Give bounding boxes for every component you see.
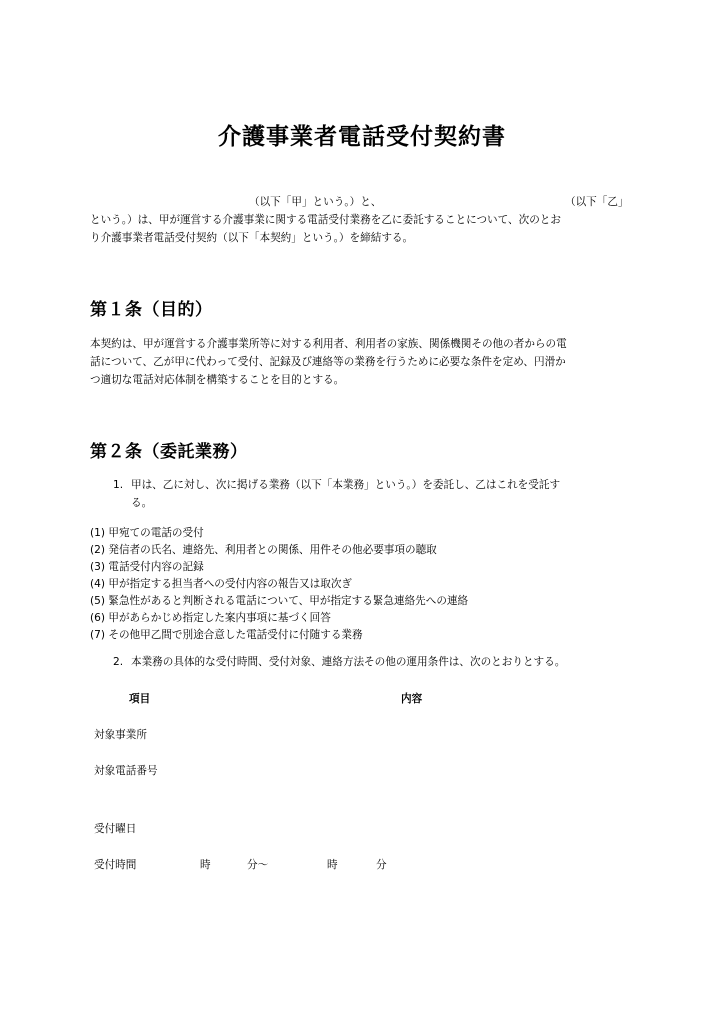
table-header-item: 項目 (129, 693, 151, 705)
hours-start-hour-unit: 時 (200, 859, 211, 871)
table-row-days-label: 受付曜日 (94, 823, 137, 835)
preamble-line1-a: （以下「甲」という。）と、 (249, 196, 382, 208)
article1-line: 本契約は、甲が運営する介護事業所等に対する利用者、利用者の家族、関係機関その他の者からの電 (90, 338, 567, 350)
hours-end-hour-unit: 時 (327, 859, 338, 871)
article2-heading: 第２条（委託業務） (90, 442, 248, 462)
article2-p2-text: 本業務の具体的な受付時間、受付対象、連絡方法その他の運用条件は、次のとおりとする。 (131, 656, 566, 668)
list-item: (2) 発信者の氏名、連絡先、利用者との関係、用件その他必要事項の聴取 (90, 544, 437, 556)
article2-p1-line2: る。 (131, 497, 153, 509)
preamble-line3: り介護事業者電話受付契約（以下「本契約」という。）を締結する。 (90, 232, 414, 244)
article2-p2-number: 2. (113, 656, 124, 668)
list-item: (1) 甲宛ての電話の受付 (90, 527, 204, 539)
list-item: (5) 緊急性があると判断される電話について、甲が指定する緊急連絡先への連絡 (90, 595, 469, 607)
document-title: 介護事業者電話受付契約書 (218, 124, 506, 150)
table-header-content: 内容 (401, 693, 423, 705)
hours-start-minute-unit: 分～ (247, 859, 269, 871)
article1-line: 話について、乙が甲に代わって受付、記録及び連絡等の業務を行うために必要な条件を定め、円滑か (90, 356, 566, 368)
list-item: (6) 甲があらかじめ指定した案内事項に基づく回答 (90, 612, 331, 624)
article2-p1-number: 1. (113, 479, 124, 491)
article1-heading: 第１条（目的） (90, 300, 213, 320)
table-row-hours-label: 受付時間 (94, 859, 137, 871)
article1-line: つ適切な電話対応体制を構築することを目的とする。 (90, 374, 345, 386)
hours-end-minute-unit: 分 (376, 859, 387, 871)
list-item: (7) その他甲乙間で別途合意した電話受付に付随する業務 (90, 629, 363, 641)
list-item: (4) 甲が指定する担当者への受付内容の報告又は取次ぎ (90, 578, 353, 590)
list-item: (3) 電話受付内容の記録 (90, 561, 204, 573)
table-row-phone-label: 対象電話番号 (94, 765, 158, 777)
article2-p1-line1: 甲は、乙に対し、次に掲げる業務（以下「本業務」という。）を委託し、乙はこれを受託す (131, 479, 561, 491)
preamble-line2: という。）は、甲が運営する介護事業に関する電話受付業務を乙に委託することについて、次のとお (90, 214, 561, 226)
table-row-office-label: 対象事業所 (94, 729, 147, 741)
preamble-line1-b: （以下「乙」 (565, 196, 629, 208)
